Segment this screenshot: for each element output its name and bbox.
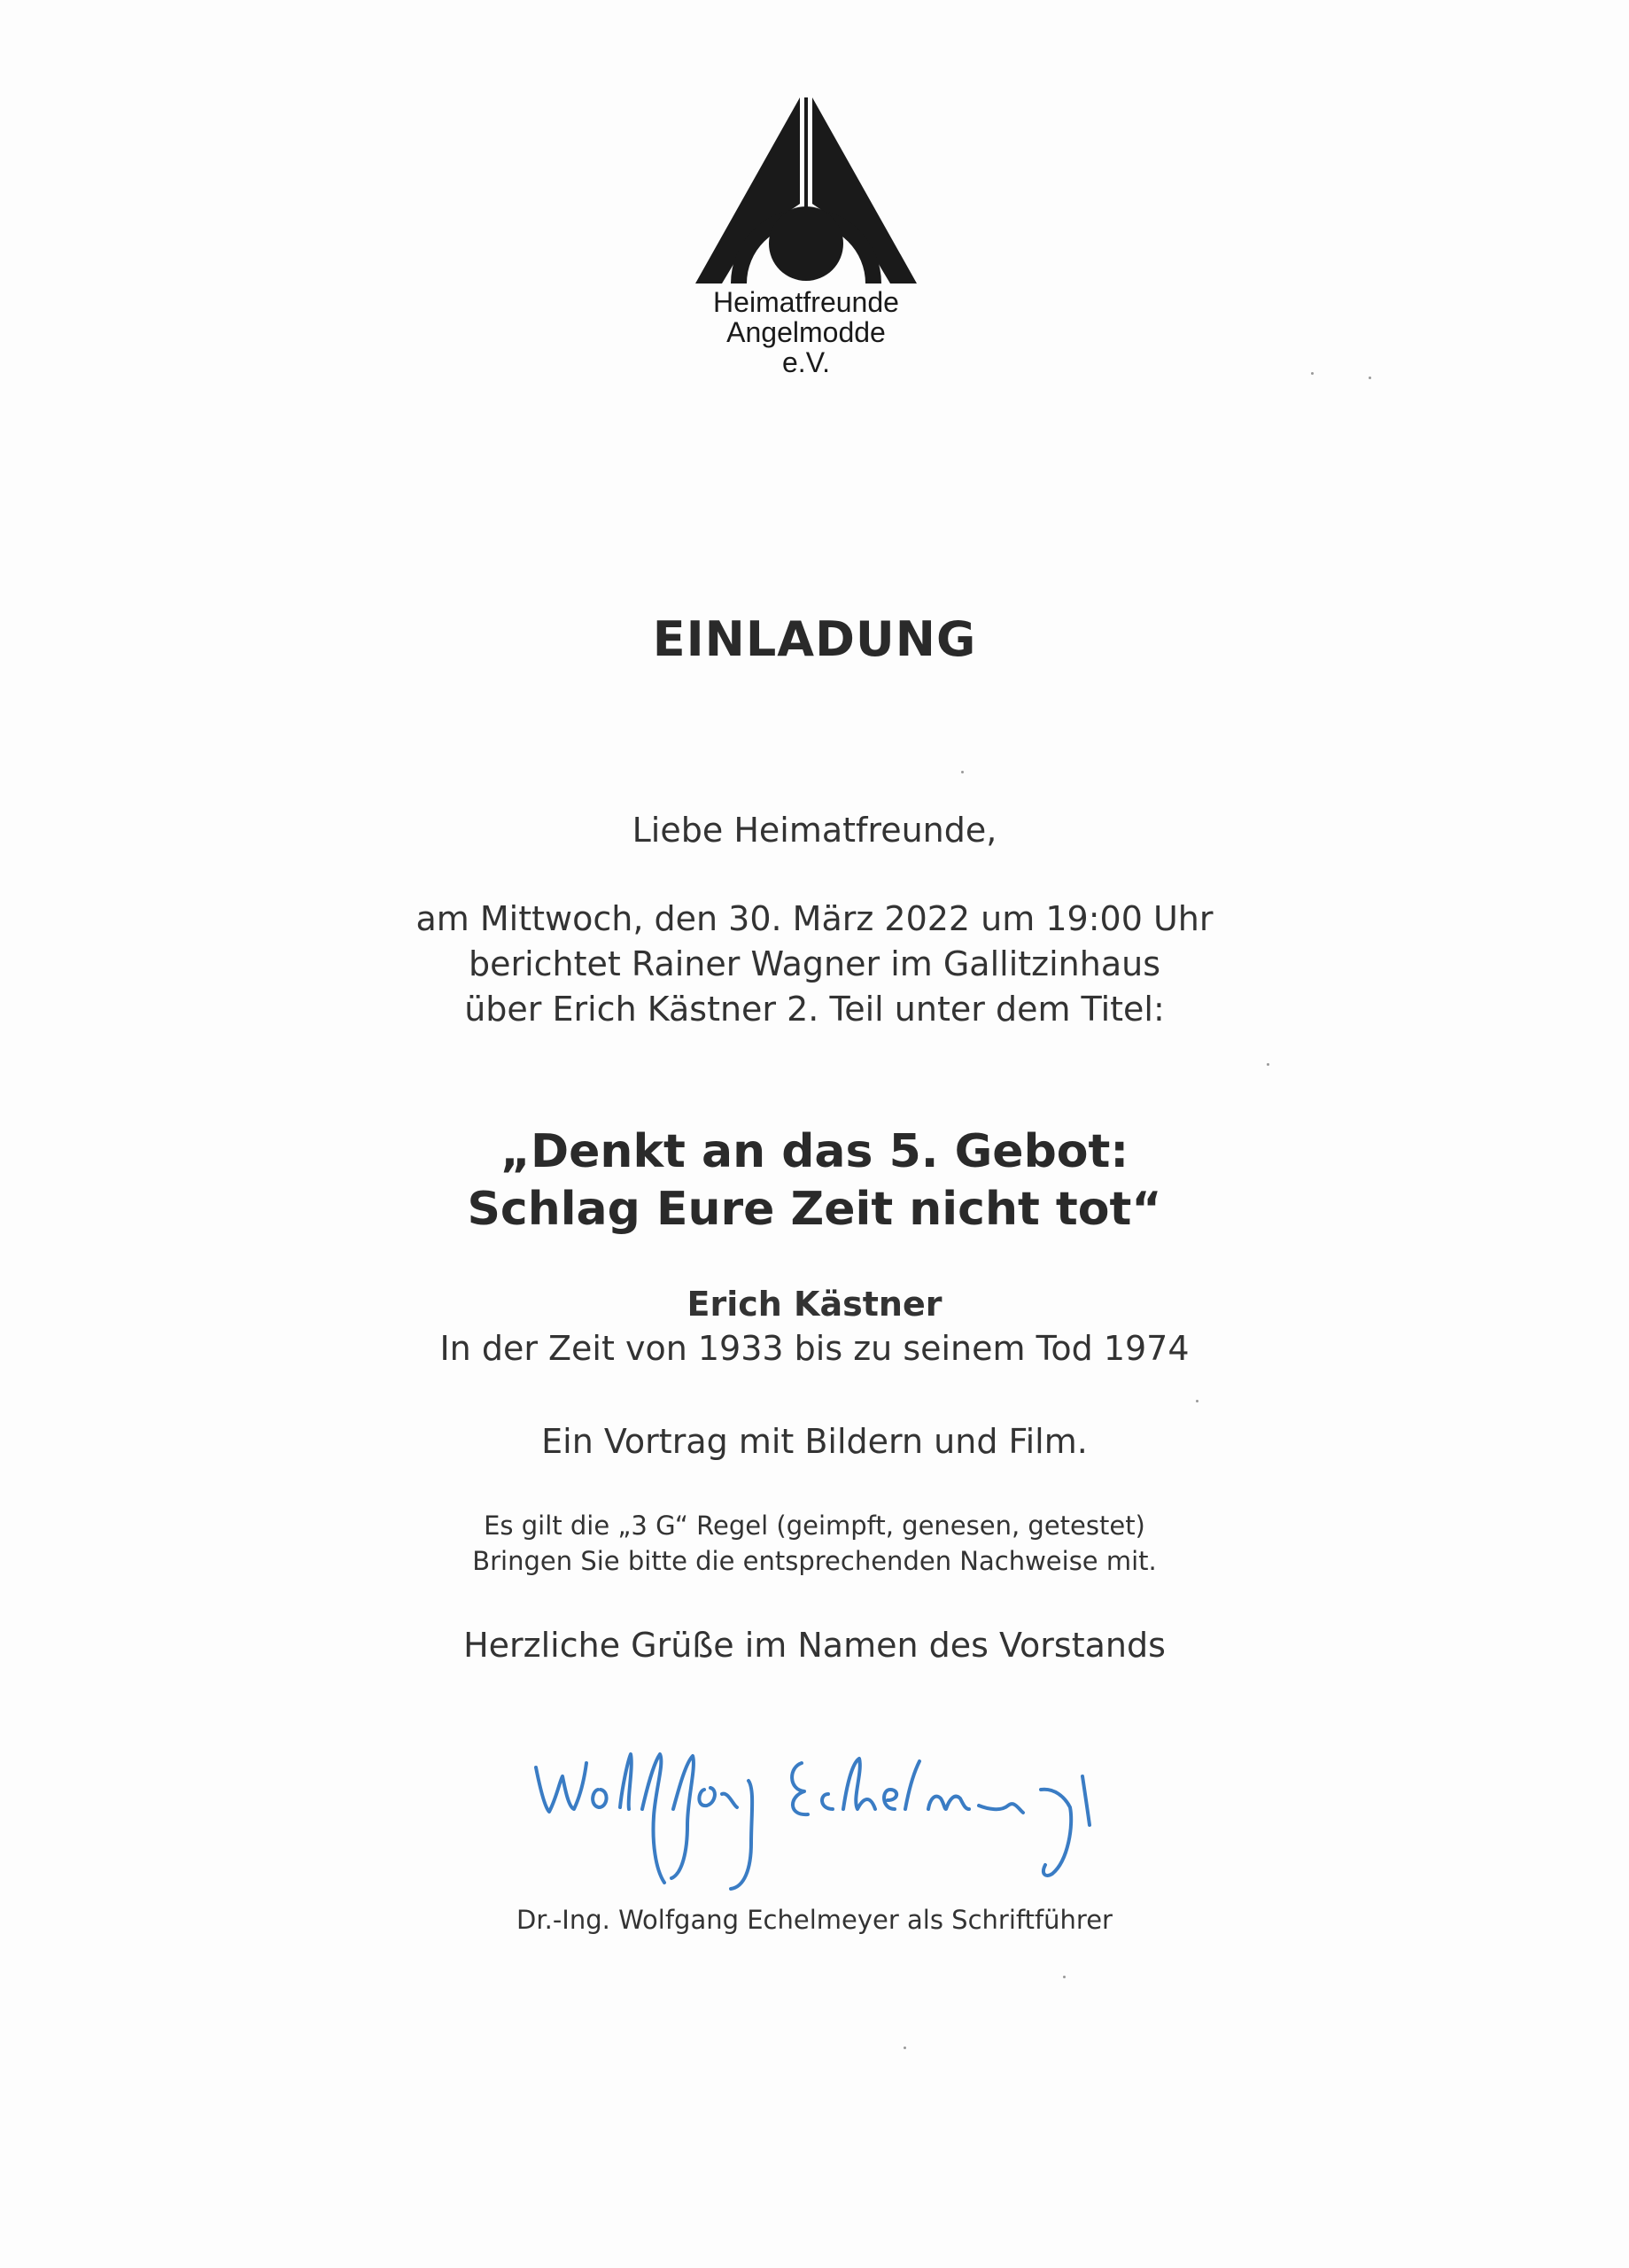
logo-name-line3: e.V. <box>782 346 830 378</box>
speaker-line: berichtet Rainer Wagner im Gallitzinhaus <box>468 944 1160 983</box>
event-date-line: am Mittwoch, den 30. März 2022 um 19:00 Uhr <box>415 899 1214 938</box>
invitation-title: EINLADUNG <box>652 611 977 667</box>
logo-name-line2: Angelmodde <box>726 316 886 348</box>
triangle-circle-logo-icon <box>695 97 917 284</box>
author-period: In der Zeit von 1933 bis zu seinem Tod 1974 <box>439 1329 1190 1368</box>
scan-speck <box>904 2047 906 2049</box>
greeting: Liebe Heimatfreunde, <box>632 811 997 850</box>
covid-rule-line2: Bringen Sie bitte die entsprechenden Nachweise mit. <box>472 1546 1157 1576</box>
scan-speck <box>1196 1400 1198 1402</box>
scan-speck <box>1063 1976 1066 1978</box>
scan-speck <box>1369 377 1371 379</box>
logo-name-line1: Heimatfreunde <box>713 286 899 318</box>
lecture-title-line1: „Denkt an das 5. Gebot: <box>500 1125 1129 1178</box>
covid-rule-line1: Es gilt die „3 G“ Regel (geimpft, genesen, getestet) <box>484 1511 1145 1541</box>
lecture-title-line2: Schlag Eure Zeit nicht tot“ <box>467 1183 1162 1236</box>
scan-speck <box>961 771 964 773</box>
handwritten-signature <box>523 1728 1107 1905</box>
author-name: Erich Kästner <box>687 1285 942 1324</box>
scan-speck <box>1267 1063 1269 1066</box>
club-logo <box>682 97 930 385</box>
signer-name: Dr.-Ing. Wolfgang Echelmeyer als Schriftführer <box>516 1905 1113 1935</box>
closing-regards: Herzliche Grüße im Namen des Vorstands <box>463 1626 1166 1665</box>
topic-line: über Erich Kästner 2. Teil unter dem Titel: <box>464 990 1165 1029</box>
lecture-description: Ein Vortrag mit Bildern und Film. <box>541 1422 1088 1461</box>
scan-speck <box>1311 372 1314 375</box>
